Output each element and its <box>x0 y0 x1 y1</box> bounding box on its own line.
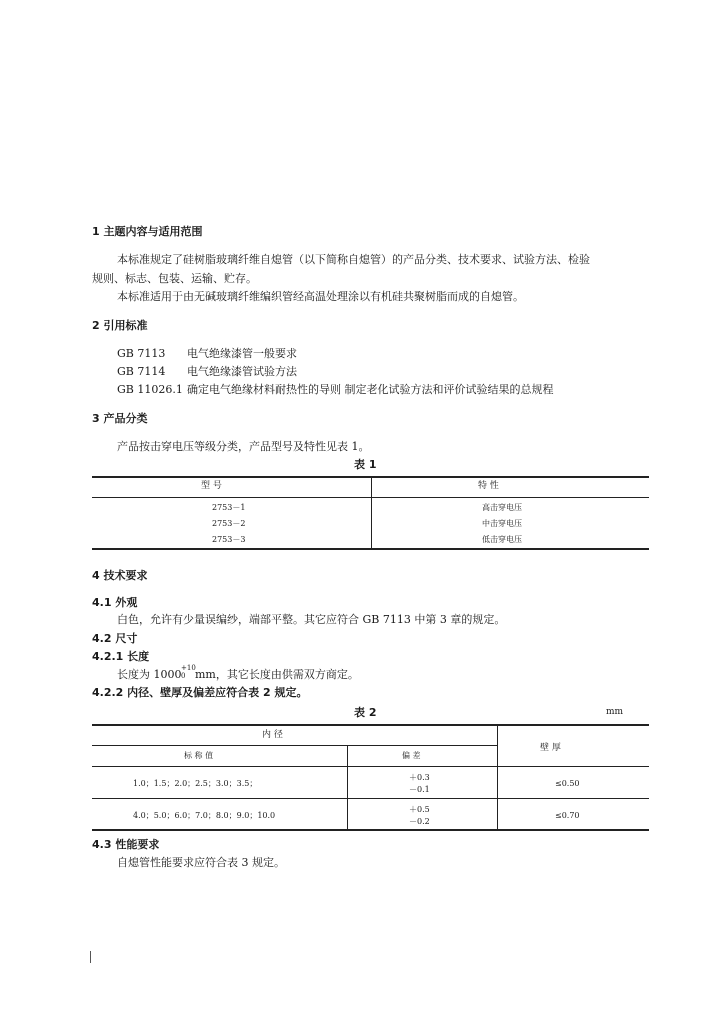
table-2-unit: mm <box>606 707 624 717</box>
section-4-heading: 4 技术要求 <box>92 569 148 582</box>
table-1-model-cell: 2753－2 <box>212 519 246 528</box>
length-text-b: mm，其它长度由供需双方商定。 <box>195 668 359 681</box>
section-3-heading: 3 产品分类 <box>92 412 148 425</box>
table-2-header-nominal: 标 称 值 <box>184 751 214 760</box>
reference-code: GB 7113 <box>117 347 166 360</box>
table-1-model-cell: 2753－3 <box>212 535 246 544</box>
table-2-header-rule <box>92 766 649 767</box>
table-2-nominal-cell: 1.0；1.5；2.0；2.5；3.0；3.5； <box>133 779 258 788</box>
reference-code: GB 7114 <box>117 365 166 378</box>
reference-title: 确定电气绝缘材料耐热性的导则 制定老化试验方法和评价试验结果的总规程 <box>187 383 554 396</box>
table-1-bottom-rule <box>92 548 649 550</box>
section-4-3-text: 自熄管性能要求应符合表 3 规定。 <box>117 856 285 869</box>
section-1-paragraph-1-line-2: 规则、标志、包装、运输、贮存。 <box>92 272 257 285</box>
section-3-intro: 产品按击穿电压等级分类，产品型号及特性见表 1。 <box>117 440 370 453</box>
section-2-heading: 2 引用标准 <box>92 319 148 332</box>
table-2-deviation-lower: －0.1 <box>409 785 430 794</box>
table-1-feature-cell: 中击穿电压 <box>482 519 522 528</box>
length-tolerance-lower: 0 <box>181 672 186 680</box>
table-2-wall-cell: ≤0.70 <box>555 811 580 820</box>
section-1-paragraph-2: 本标准适用于由无碱玻璃纤维编织管经高温处理涂以有机硅共聚树脂而成的自熄管。 <box>117 290 524 303</box>
table-2-header-deviation: 偏 差 <box>402 751 421 760</box>
table-1-header-model: 型 号 <box>201 481 222 491</box>
table-2-header-wall-thickness: 壁 厚 <box>540 743 561 753</box>
table-2-row-rule <box>92 798 649 799</box>
table-1-model-cell: 2753－1 <box>212 503 246 512</box>
table-2-deviation-lower: －0.2 <box>409 817 430 826</box>
table-1-column-divider <box>371 477 372 549</box>
section-1-paragraph-1-line-1: 本标准规定了硅树脂玻璃纤维自熄管（以下简称自熄管）的产品分类、技术要求、试验方法、检验 <box>117 253 590 266</box>
table-2-top-rule <box>92 724 649 726</box>
table-2-bottom-rule <box>92 829 649 831</box>
table-2-subheader-rule <box>92 745 497 746</box>
section-4-1-heading: 4.1 外观 <box>92 596 138 609</box>
reference-title: 电气绝缘漆管试验方法 <box>187 365 297 378</box>
table-2-caption: 表 2 <box>354 706 377 719</box>
section-4-3-heading: 4.3 性能要求 <box>92 838 160 851</box>
reference-title: 电气绝缘漆管一般要求 <box>187 347 297 360</box>
length-tolerance-upper: +10 <box>181 664 196 672</box>
table-1-header-rule <box>92 497 649 498</box>
scan-mark <box>90 951 91 963</box>
table-2-deviation-upper: ＋0.5 <box>409 805 430 814</box>
reference-code: GB 11026.1 <box>117 383 183 396</box>
table-2-wall-divider <box>497 725 498 830</box>
table-2-deviation-upper: ＋0.3 <box>409 773 430 782</box>
table-2-header-inner-diameter: 内 径 <box>262 730 283 740</box>
table-1-caption: 表 1 <box>354 458 377 471</box>
table-2-nominal-cell: 4.0；5.0；6.0；7.0；8.0；9.0；10.0 <box>133 811 276 820</box>
section-4-2-2-heading: 4.2.2 内径、壁厚及偏差应符合表 2 规定。 <box>92 686 308 699</box>
section-4-2-1-heading: 4.2.1 长度 <box>92 650 150 663</box>
section-1-heading: 1 主题内容与适用范围 <box>92 225 203 238</box>
length-text-a: 长度为 1000 <box>117 668 182 681</box>
table-2-wall-cell: ≤0.50 <box>555 779 580 788</box>
table-2-nominal-divider <box>347 745 348 830</box>
table-1-feature-cell: 低击穿电压 <box>482 535 522 544</box>
table-1-feature-cell: 高击穿电压 <box>482 503 522 512</box>
section-4-2-heading: 4.2 尺寸 <box>92 632 138 645</box>
table-1-header-feature: 特 性 <box>478 481 499 491</box>
section-4-1-text: 白色，允许有少量误编纱，端部平整。其它应符合 GB 7113 中第 3 章的规定。 <box>117 613 506 626</box>
